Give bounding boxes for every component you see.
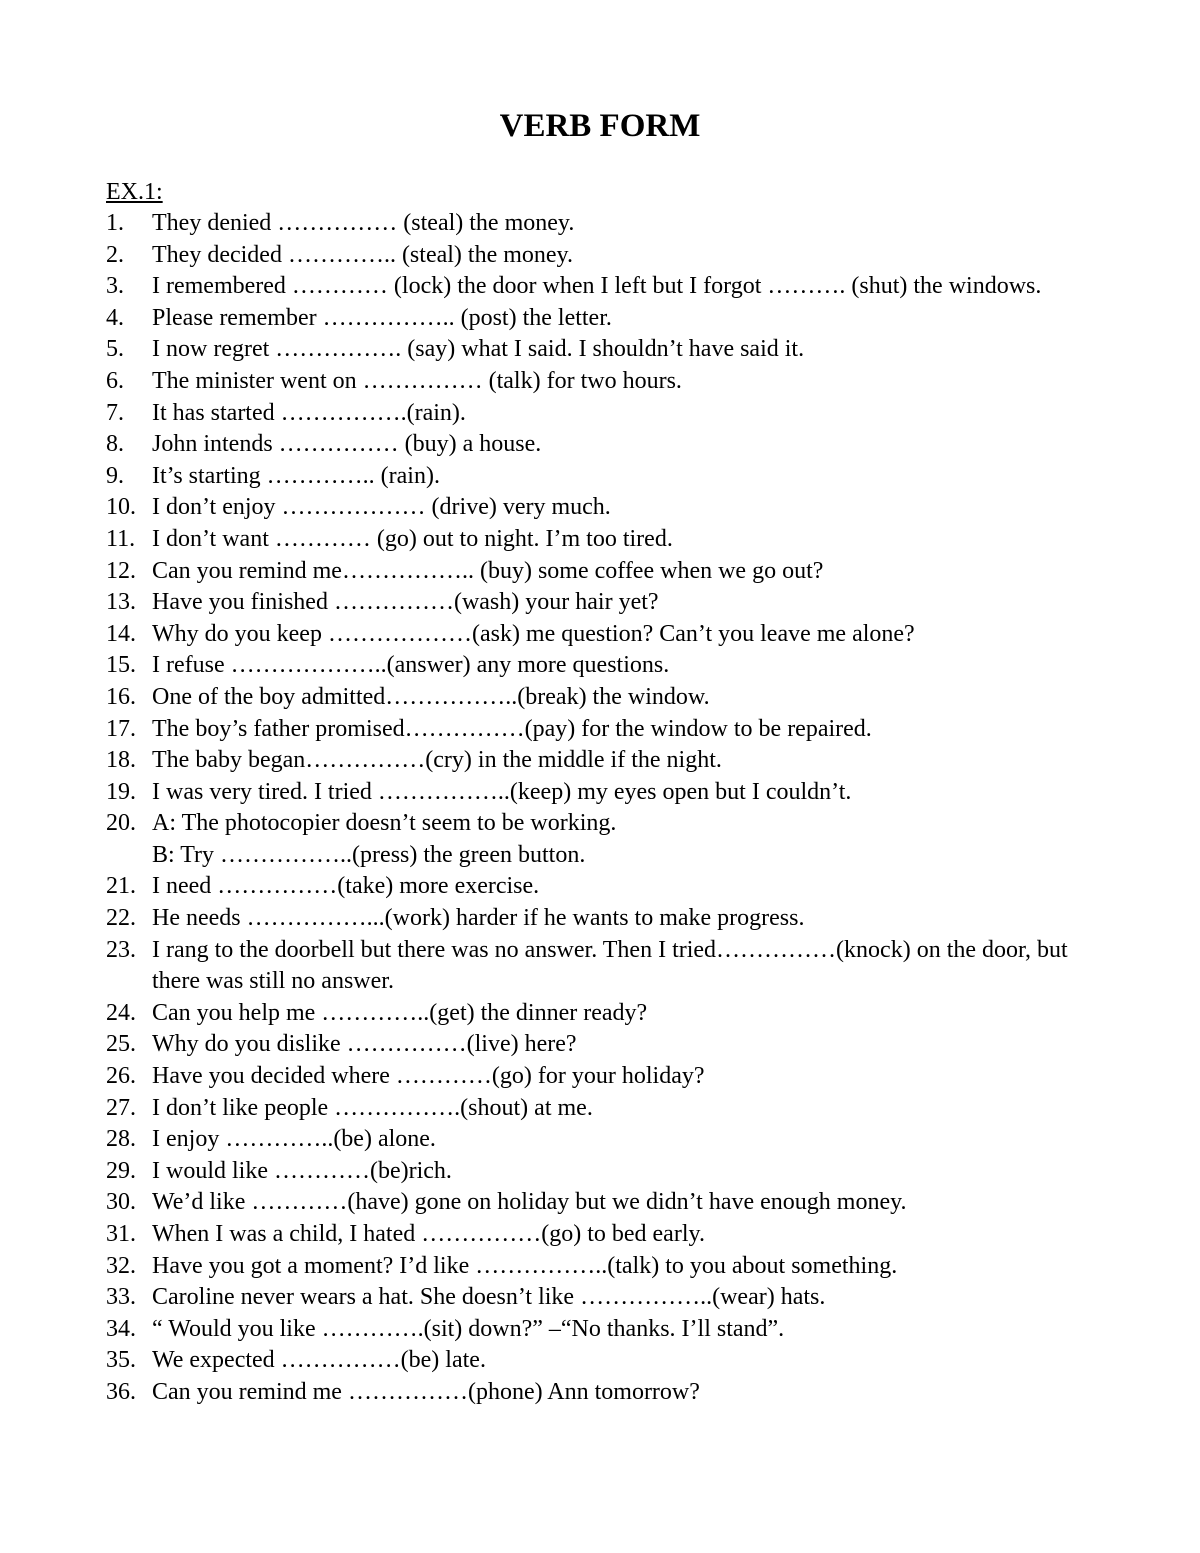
exercise-item (0, 1156, 1200, 1188)
exercise-item (0, 998, 1200, 1030)
item-text: I need ……………(take) more exercise. (152, 873, 540, 900)
item-number: 24. (106, 999, 136, 1026)
exercise-item (0, 334, 1200, 366)
item-text: I enjoy …………..(be) alone. (152, 1126, 436, 1153)
item-text: Caroline never wears a hat. She doesn’t like ……………..(wear) hats. (152, 1284, 826, 1311)
item-number: 6. (106, 367, 124, 394)
item-text: I was very tired. I tried ……………..(keep) my eyes open but I couldn’t. (152, 778, 852, 805)
exercise-item (0, 1029, 1200, 1061)
item-text: Why do you keep ………………(ask) me question? Can’t you leave me alone? (152, 620, 915, 647)
exercise-item (0, 398, 1200, 430)
exercise-item (0, 1093, 1200, 1125)
item-number: 30. (106, 1189, 136, 1216)
item-number: 26. (106, 1063, 136, 1090)
exercise-item (0, 366, 1200, 398)
exercise-item (0, 1061, 1200, 1093)
item-text: I would like …………(be)rich. (152, 1157, 452, 1184)
item-text: The minister went on …………… (talk) for two hours. (152, 367, 682, 394)
item-text: They decided ………….. (steal) the money. (152, 241, 573, 268)
exercise-item (0, 429, 1200, 461)
exercise-item (0, 682, 1200, 714)
exercise-item (0, 1219, 1200, 1251)
item-number: 5. (106, 336, 124, 363)
item-number: 1. (106, 210, 124, 236)
item-number: 12. (106, 557, 136, 584)
exercise-item (0, 461, 1200, 493)
exercise-item (0, 1377, 1200, 1409)
item-number: 8. (106, 431, 124, 458)
item-number: 25. (106, 1031, 136, 1058)
item-text: He needs ……………...(work) harder if he wants to make progress. (152, 905, 805, 932)
item-text: Please remember …………….. (post) the letter. (152, 304, 612, 331)
item-number: 13. (106, 589, 136, 616)
exercise-item (0, 935, 1200, 998)
item-number: 36. (106, 1378, 136, 1405)
item-text: I refuse ………………..(answer) any more questions. (152, 652, 670, 679)
exercise-item (0, 587, 1200, 619)
exercise-item (0, 619, 1200, 651)
item-number: 23. (106, 936, 136, 963)
item-number: 22. (106, 905, 136, 932)
item-number: 34. (106, 1315, 136, 1342)
item-number: 21. (106, 873, 136, 900)
exercise-item (0, 208, 1200, 240)
item-text: B: Try ……………..(press) the green button. (152, 841, 586, 868)
item-text: We expected ……………(be) late. (152, 1347, 486, 1374)
exercise-item (0, 1251, 1200, 1283)
item-text: I rang to the doorbell but there was no answer. Then I tried……………(knock) on the door, but there was still no answer. (152, 936, 1068, 995)
item-number: 31. (106, 1221, 136, 1247)
page-title: VERB FORM (499, 108, 701, 144)
exercise-item (0, 714, 1200, 746)
item-text: When I was a child, I hated ……………(go) to bed early. (152, 1221, 705, 1247)
item-text: I don’t enjoy ……………… (drive) very much. (152, 494, 611, 521)
exercise-item (0, 777, 1200, 809)
item-number: 33. (106, 1284, 136, 1311)
exercise-item (0, 1282, 1200, 1314)
item-text: Why do you dislike ……………(live) here? (152, 1031, 577, 1058)
item-number: 35. (106, 1347, 136, 1374)
item-number: 9. (106, 462, 124, 489)
item-number: 16. (106, 683, 136, 710)
item-text: One of the boy admitted……………..(break) the window. (152, 683, 710, 710)
item-number: 11. (106, 525, 136, 552)
item-text: I don’t want ………… (go) out to night. I’m too tired. (152, 525, 673, 552)
item-number: 28. (106, 1126, 136, 1153)
item-text: Have you decided where …………(go) for your holiday? (152, 1063, 705, 1090)
item-text: A: The photocopier doesn’t seem to be working. (152, 810, 617, 837)
item-text: John intends …………… (buy) a house. (152, 431, 542, 458)
item-number: 20. (106, 810, 136, 837)
exercise-item (0, 303, 1200, 335)
item-number: 18. (106, 747, 136, 774)
item-text: They denied …………… (steal) the money. (152, 210, 575, 236)
exercise-item (0, 808, 1200, 871)
item-number: 27. (106, 1094, 136, 1121)
exercise-item (0, 871, 1200, 903)
item-text: It’s starting ………….. (rain). (152, 462, 440, 489)
item-text: We’d like …………(have) gone on holiday but we didn’t have enough money. (152, 1189, 907, 1216)
item-text: The boy’s father promised……………(pay) for the window to be repaired. (152, 715, 872, 742)
item-number: 3. (106, 273, 124, 300)
item-number: 10. (106, 494, 136, 521)
item-number: 7. (106, 399, 124, 426)
item-text: It has started …………….(rain). (152, 399, 466, 426)
exercise-item (0, 745, 1200, 777)
item-number: 17. (106, 715, 136, 742)
exercise-item (0, 492, 1200, 524)
item-text: Can you remind me ……………(phone) Ann tomorrow? (152, 1378, 700, 1405)
exercise-item (0, 903, 1200, 935)
exercise-item (0, 271, 1200, 303)
item-text: Have you got a moment? I’d like ……………..(talk) to you about something. (152, 1252, 898, 1279)
exercise-item (0, 1345, 1200, 1377)
item-text: “ Would you like ………….(sit) down?” –“No thanks. I’ll stand”. (152, 1315, 785, 1342)
item-number: 2. (106, 241, 124, 268)
exercise-item (0, 1187, 1200, 1219)
exercise-item (0, 1124, 1200, 1156)
exercise-list (0, 208, 1200, 1409)
exercise-item (0, 524, 1200, 556)
exercise-item (0, 650, 1200, 682)
exercise-item (0, 1314, 1200, 1346)
item-number: 19. (106, 778, 136, 805)
item-number: 15. (106, 652, 136, 679)
exercise-item (0, 556, 1200, 588)
exercise-item (0, 240, 1200, 272)
item-text: I don’t like people …………….(shout) at me. (152, 1094, 593, 1121)
item-text: Can you help me …………..(get) the dinner ready? (152, 999, 648, 1026)
item-text: Have you finished ……………(wash) your hair yet? (152, 589, 659, 616)
item-number: 32. (106, 1252, 136, 1279)
item-text: I remembered ………… (lock) the door when I left but I forgot ………. (shut) the windows. (152, 273, 1042, 300)
exercise-label: EX.1: (106, 179, 163, 205)
item-number: 14. (106, 620, 136, 647)
item-text: Can you remind me…………….. (buy) some coffee when we go out? (152, 557, 824, 584)
item-number: 4. (106, 304, 124, 331)
item-text: The baby began……………(cry) in the middle if the night. (152, 747, 722, 774)
item-text: I now regret ……………. (say) what I said. I shouldn’t have said it. (152, 336, 805, 363)
item-number: 29. (106, 1157, 136, 1184)
